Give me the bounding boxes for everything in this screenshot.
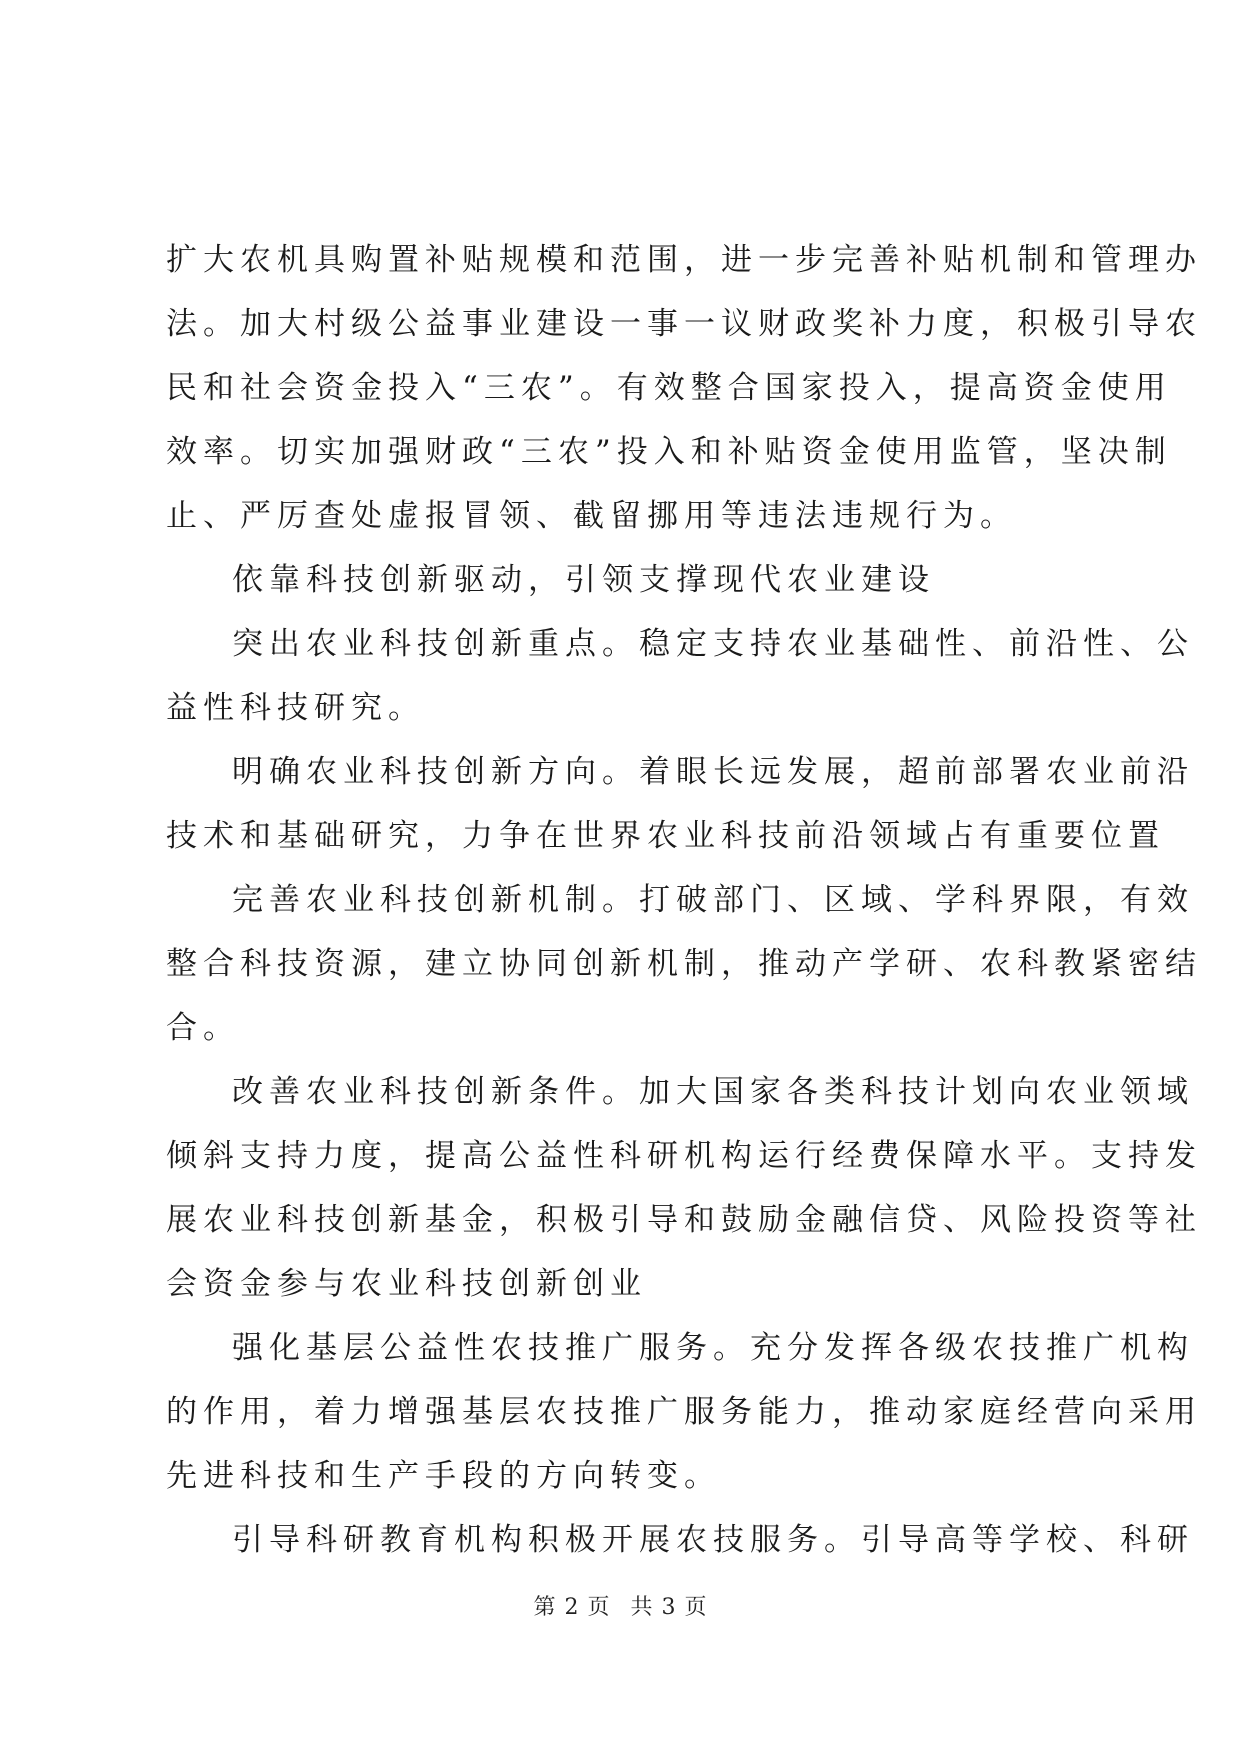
page-number: 第 2 页 — [533, 1595, 611, 1620]
text-line: 倾斜支持力度，提高公益性科研机构运行经费保障水平。支持发 — [166, 1138, 1202, 1174]
paragraph — [166, 612, 1194, 740]
text-line: 法。加大村级公益事业建设一事一议财政奖补力度，积极引导农 — [166, 306, 1202, 342]
text-line: 会资金参与农业科技创新创业 — [166, 1266, 647, 1302]
page-total: 共 3 页 — [630, 1595, 708, 1620]
text-line: 引导科研教育机构积极开展农技服务。引导高等学校、科研 — [232, 1522, 1194, 1558]
text-line: 的作用，着力增强基层农技推广服务能力，推动家庭经营向采用 — [166, 1394, 1202, 1430]
text-line: 明确农业科技创新方向。着眼长远发展，超前部署农业前沿 — [232, 754, 1194, 790]
document-body — [166, 228, 1202, 1572]
text-line: 先进科技和生产手段的方向转变。 — [166, 1458, 721, 1494]
paragraph — [166, 740, 1194, 868]
text-line: 突出农业科技创新重点。稳定支持农业基础性、前沿性、公 — [232, 626, 1194, 662]
text-line: 依靠科技创新驱动，引领支撑现代农业建设 — [232, 562, 935, 598]
paragraph — [166, 548, 1076, 612]
text-line: 强化基层公益性农技推广服务。充分发挥各级农技推广机构 — [232, 1330, 1194, 1366]
page-footer — [0, 1590, 1241, 1621]
text-line: 技术和基础研究，力争在世界农业科技前沿领域占有重要位置 — [166, 818, 1165, 854]
paragraph — [166, 1508, 1194, 1572]
paragraph — [166, 868, 1202, 1060]
paragraph — [166, 1060, 1202, 1316]
text-line: 改善农业科技创新条件。加大国家各类科技计划向农业领域 — [232, 1074, 1194, 1110]
paragraph — [166, 1316, 1202, 1508]
text-line: 效率。切实加强财政“三农”投入和补贴资金使用监管，坚决制 — [166, 434, 1172, 470]
text-line: 扩大农机具购置补贴规模和范围，进一步完善补贴机制和管理办 — [166, 242, 1202, 278]
paragraph — [166, 228, 1202, 548]
text-line: 整合科技资源，建立协同创新机制，推动产学研、农科教紧密结 — [166, 946, 1202, 982]
text-line: 展农业科技创新基金，积极引导和鼓励金融信贷、风险投资等社 — [166, 1202, 1202, 1238]
text-line: 完善农业科技创新机制。打破部门、区域、学科界限，有效 — [232, 882, 1194, 918]
text-line: 止、严厉查处虚报冒领、截留挪用等违法违规行为。 — [166, 498, 1017, 534]
text-line: 民和社会资金投入“三农”。有效整合国家投入，提高资金使用 — [166, 370, 1172, 406]
text-line: 合。 — [166, 1010, 240, 1046]
text-line: 益性科技研究。 — [166, 690, 425, 726]
